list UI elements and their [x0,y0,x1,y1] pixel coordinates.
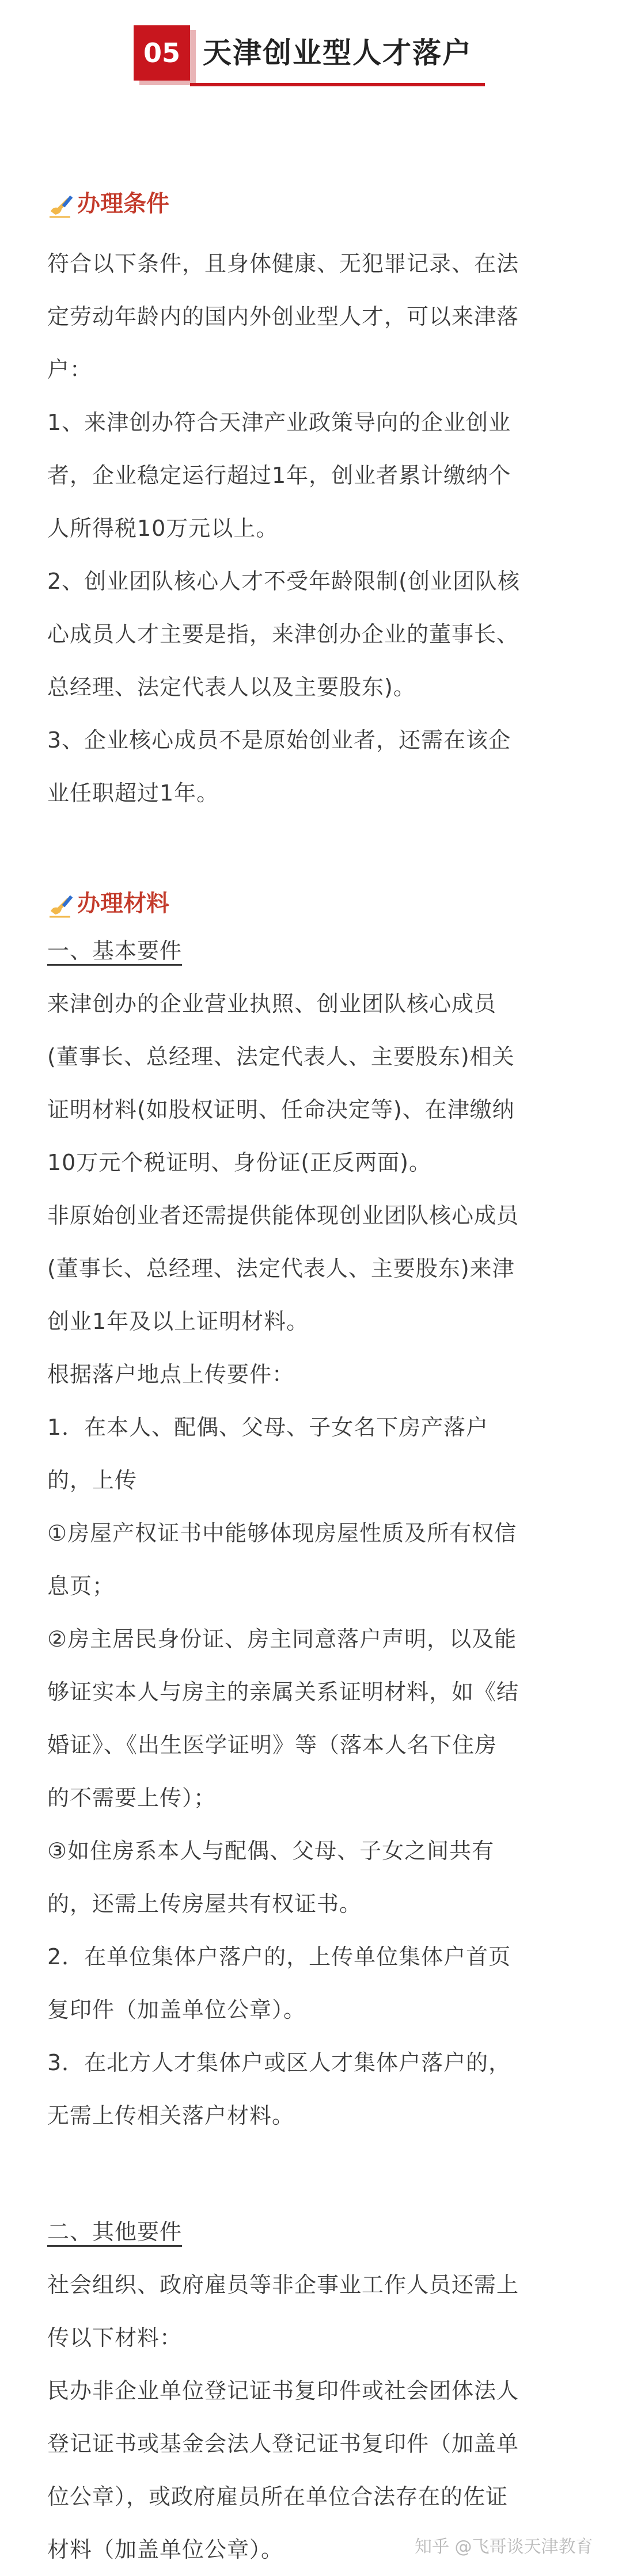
paragraph-line: 总经理、法定代表人以及主要股东)。 [47,675,416,700]
paragraph-line: 人所得税10万元以上。 [47,516,279,541]
title-underline [190,83,485,86]
paragraph-line: 息页； [47,1573,115,1599]
paragraph-line: 10万元个税证明、身份证(正反两面)。 [47,1150,432,1175]
materials-heading [47,883,577,924]
paragraph-line: 3、企业核心成员不是原始创业者，还需在该企 [47,727,511,753]
paragraph-line: ①房屋产权证书中能够体现房屋性质及所有权信 [47,1521,517,1546]
paragraph-line: 的不需要上传）； [47,1785,217,1811]
basic-requirements-text [47,977,577,2142]
conditions-title: 办理条件 [77,190,169,217]
paragraph-line: 创业1年及以上证明材料。 [47,1309,309,1334]
paragraph-line: (董事长、总经理、法定代表人、主要股东)相关 [47,1044,515,1069]
paragraph-line: 传以下材料： [47,2325,183,2350]
paragraph-line: 民办非企业单位登记证书复印件或社会团体法人 [47,2378,519,2403]
conditions-heading [47,183,577,224]
paragraph-line: 婚证》、《出生医学证明》等（落本人名下住房 [47,1732,498,1758]
paragraph-line: 1、来津创办符合天津产业政策导向的企业创业 [47,410,511,435]
paragraph-line: 2．在单位集体户落户的，上传单位集体户首页 [47,1944,511,1969]
paragraph-line: ②房主居民身份证、房主同意落户声明，以及能 [47,1626,517,1652]
other-requirements-text [47,2258,577,2576]
paragraph-line: 心成员人才主要是指，来津创办企业的董事长、 [47,622,519,647]
paragraph-line: 无需上传相关落户材料。 [47,2103,295,2128]
conditions-text [47,237,577,820]
paragraph-line: 者，企业稳定运行超过1年，创业者累计缴纳个 [47,463,511,488]
writing-hand-icon [47,191,75,216]
writing-hand-icon [47,891,75,916]
paragraph-line: 定劳动年龄内的国内外创业型人才，可以来津落 [47,304,519,329]
paragraph-line: 根据落户地点上传要件： [47,1362,295,1387]
section-number-badge: 05 [134,25,190,81]
paragraph-line: 业任职超过1年。 [47,780,219,806]
paragraph-line: 登记证书或基金会法人登记证书复印件（加盖单 [47,2431,519,2456]
article-body [47,183,577,2576]
paragraph-line: 3．在北方人才集体户或区人才集体户落户的， [47,2050,511,2075]
paragraph-line: 的，上传 [47,1468,138,1493]
paragraph-line: 材料（加盖单位公章）。 [47,2537,284,2562]
paragraph-line: 位公章），或政府雇员所在单位合法存在的佐证 [47,2484,509,2509]
paragraph-line: 够证实本人与房主的亲属关系证明材料，如《结 [47,1679,519,1705]
paragraph-line: 复印件（加盖单位公章）。 [47,1997,306,2022]
paragraph-line: 户： [47,357,93,382]
paragraph-line: 1．在本人、配偶、父母、子女名下房产落户 [47,1415,489,1440]
paragraph-line: 社会组织、政府雇员等非企事业工作人员还需上 [47,2272,519,2297]
materials-title: 办理材料 [77,890,169,917]
paragraph-line: 非原始创业者还需提供能体现创业团队核心成员 [47,1203,519,1228]
paragraph-line: 来津创办的企业营业执照、创业团队核心成员 [47,991,497,1016]
paragraph-line: 2、创业团队核心人才不受年龄限制(创业团队核 [47,569,521,594]
watermark: 知乎 @飞哥谈天津教育 [415,2537,593,2557]
basic-requirements-heading: 一、基本要件 [47,938,183,963]
paragraph-line: 证明材料(如股权证明、任命决定等)、在津缴纳 [47,1097,515,1122]
paragraph-line: ③如住房系本人与配偶、父母、子女之间共有 [47,1838,495,1864]
paragraph-line: 符合以下条件，且身体健康、无犯罪记录、在法 [47,251,519,276]
page-title: 天津创业型人才落户 [203,36,472,70]
header-banner [0,0,622,132]
paragraph-line: (董事长、总经理、法定代表人、主要股东)来津 [47,1256,515,1281]
paragraph-line: 的，还需上传房屋共有权证书。 [47,1891,362,1916]
other-requirements-heading: 二、其他要件 [47,2219,183,2245]
